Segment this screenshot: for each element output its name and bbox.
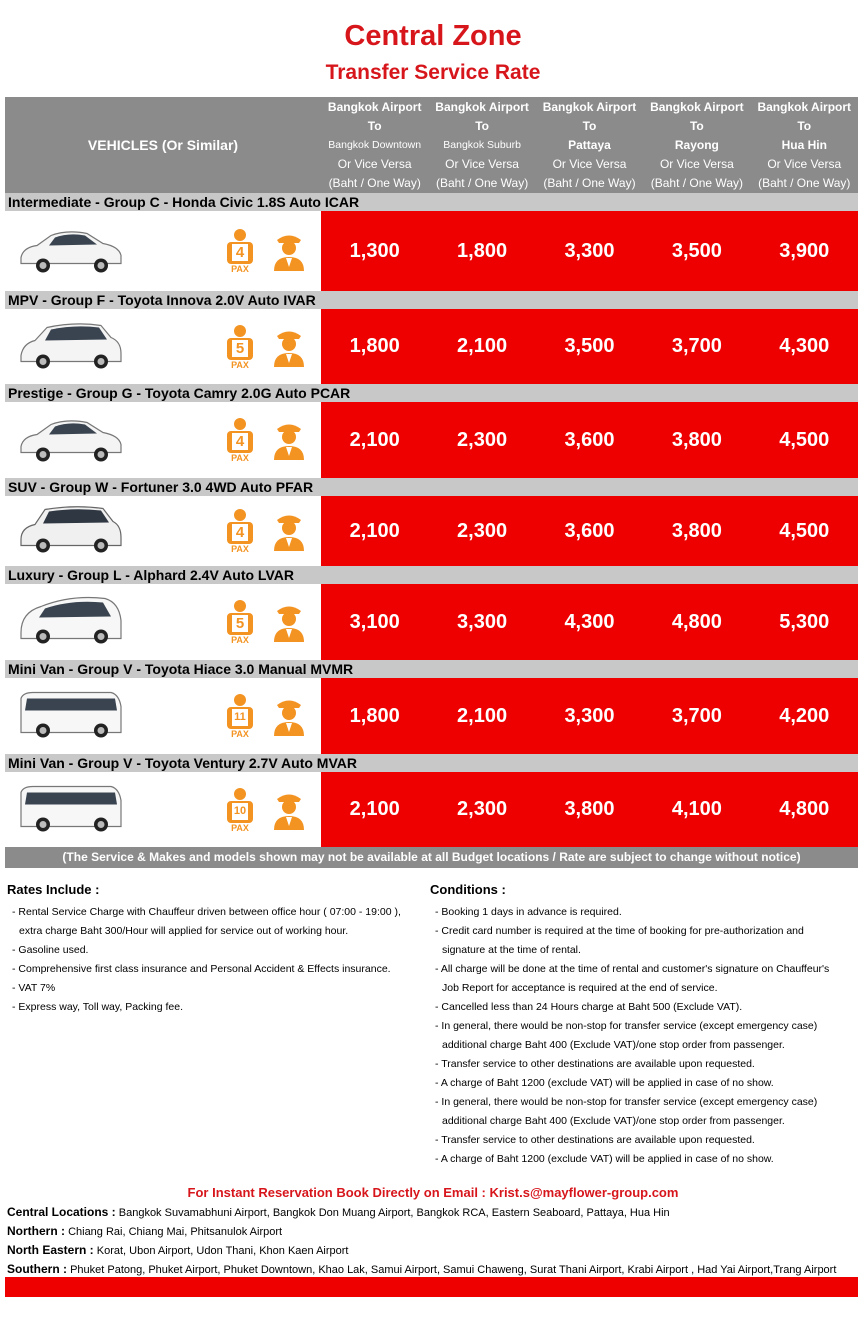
vehicle-cell <box>5 496 321 566</box>
passenger-count: 4 <box>235 524 245 541</box>
price-cell: 2,100 <box>321 496 428 566</box>
column-header-line1: Bangkok Airport <box>327 100 422 114</box>
column-header-line5: (Baht / One Way) <box>543 176 636 190</box>
table-row <box>5 309 858 384</box>
passenger-icon <box>223 417 257 463</box>
price-cell: 2,100 <box>321 772 428 847</box>
table-row <box>5 584 858 660</box>
chauffeur-icon <box>271 511 307 551</box>
vehicle-group-label: Prestige - Group G - Toyota Camry 2.0G Auto PCAR <box>5 384 858 402</box>
vehicle-group-label: Mini Van - Group V - Toyota Hiace 3.0 Manual MVMR <box>5 660 858 678</box>
table-row <box>5 678 858 754</box>
passenger-icon <box>223 599 257 645</box>
condition-item: Job Report for acceptance is required at the end of service. <box>442 982 718 994</box>
condition-item: - In general, there would be non-stop for transfer service (except emergency case) <box>435 1020 818 1032</box>
van-icon <box>15 778 127 841</box>
condition-item: - Credit card number is required at the time of booking for pre-authorization and <box>435 925 804 937</box>
passenger-count: 4 <box>235 433 245 450</box>
price-cell: 3,900 <box>751 211 858 291</box>
price-cell: 2,100 <box>428 678 535 754</box>
vehicle-group-label: MPV - Group F - Toyota Innova 2.0V Auto IVAR <box>5 291 858 309</box>
price-cell: 4,800 <box>751 772 858 847</box>
price-cell: 3,700 <box>643 678 750 754</box>
column-header-line4: Or Vice Versa <box>659 157 734 171</box>
column-header-line3: Bangkok Suburb <box>443 139 521 151</box>
pax-label: PAX <box>231 822 249 833</box>
column-header-line2: To <box>689 119 704 133</box>
price-cell: 4,800 <box>643 584 750 660</box>
passenger-icon <box>223 228 257 274</box>
rates-include-item: - Rental Service Charge with Chauffeur driven between office hour ( 07:00 - 19:00 ), <box>12 906 401 918</box>
rate-table <box>5 97 858 868</box>
location-region: North Eastern : <box>7 1243 94 1257</box>
price-cell: 3,100 <box>321 584 428 660</box>
rates-include-item: extra charge Baht 300/Hour will applied for service out of working hour. <box>19 925 349 937</box>
pax-label: PAX <box>231 359 249 370</box>
column-header-line5: (Baht / One Way) <box>328 176 421 190</box>
price-cell: 2,100 <box>321 402 428 478</box>
suv-icon <box>15 500 127 563</box>
pax-label: PAX <box>231 264 249 274</box>
table-row <box>5 496 858 566</box>
condition-item: - A charge of Baht 1200 (exclude VAT) will be applied in case of no show. <box>435 1153 774 1165</box>
column-header-line2: To <box>797 119 812 133</box>
sedan-icon <box>15 220 127 283</box>
passenger-count: 11 <box>234 711 246 723</box>
vehicle-cell <box>5 402 321 478</box>
price-cell: 2,300 <box>428 496 535 566</box>
location-region: Central Locations : <box>7 1205 116 1219</box>
column-header-line5: (Baht / One Way) <box>435 176 529 190</box>
price-cell: 5,300 <box>751 584 858 660</box>
price-cell: 3,600 <box>536 402 643 478</box>
price-cell: 4,300 <box>751 309 858 384</box>
conditions-title: Conditions : <box>430 882 506 897</box>
condition-item: additional charge Baht 400 (Exclude VAT)/one stop order from passenger. <box>442 1115 785 1127</box>
rates-include-item: - Express way, Toll way, Packing fee. <box>12 1001 183 1013</box>
price-cell: 4,300 <box>536 584 643 660</box>
price-cell: 1,300 <box>321 211 428 291</box>
table-row <box>5 772 858 847</box>
column-header-line4: Or Vice Versa <box>445 157 519 171</box>
table-row <box>5 402 858 478</box>
vehicle-group-label: Intermediate - Group C - Honda Civic 1.8S Auto ICAR <box>5 193 858 211</box>
chauffeur-icon <box>271 231 307 271</box>
price-cell: 3,600 <box>536 496 643 566</box>
location-list: Phuket Patong, Phuket Airport, Phuket Downtown, Khao Lak, Samui Airport, Samui Chaweng, Surat Thani Airport, Krabi Airport , Had Yai Airport,Trang Airport <box>70 1264 837 1276</box>
vehicle-group-label: Luxury - Group L - Alphard 2.4V Auto LVAR <box>5 566 858 584</box>
price-cell: 4,500 <box>751 496 858 566</box>
pax-label: PAX <box>231 544 249 554</box>
price-cell: 2,300 <box>428 402 535 478</box>
column-header-line2: To <box>582 119 597 133</box>
column-header <box>321 97 428 193</box>
location-line <box>7 1243 348 1257</box>
condition-item: - All charge will be done at the time of rental and customer's signature on Chauffeur's <box>435 963 830 975</box>
passenger-icon <box>223 324 257 370</box>
pax-label: PAX <box>231 635 249 645</box>
vehicle-cell <box>5 584 321 660</box>
conditions-section <box>430 882 850 1169</box>
price-cell: 1,800 <box>428 211 535 291</box>
price-cell: 3,800 <box>536 772 643 847</box>
column-header-line3: Hua Hin <box>781 138 827 152</box>
price-cell: 3,800 <box>643 496 750 566</box>
price-cell: 3,300 <box>536 678 643 754</box>
pax-label: PAX <box>231 729 249 739</box>
condition-item: - Transfer service to other destinations are available upon requested. <box>435 1058 755 1070</box>
rates-include-item: - VAT 7% <box>12 982 56 994</box>
column-header <box>428 97 535 193</box>
table-row <box>5 211 858 291</box>
column-header-line1: Bangkok Airport <box>542 100 637 114</box>
passenger-icon <box>223 508 257 554</box>
price-cell: 3,700 <box>643 309 750 384</box>
mpv-icon <box>15 315 127 378</box>
page-title: Central Zone <box>344 20 522 52</box>
rates-include-section <box>7 882 417 1017</box>
price-cell: 1,800 <box>321 678 428 754</box>
van-icon <box>15 685 127 748</box>
chauffeur-icon <box>271 696 307 736</box>
passenger-count: 5 <box>235 339 245 357</box>
location-line <box>7 1205 670 1219</box>
price-cell: 3,500 <box>643 211 750 291</box>
pax-label: PAX <box>231 453 249 463</box>
vehicle-cell <box>5 309 321 384</box>
column-header-line4: Or Vice Versa <box>337 157 412 171</box>
condition-item: - Booking 1 days in advance is required. <box>435 906 622 918</box>
passenger-icon <box>223 787 257 833</box>
condition-item: - Transfer service to other destinations are available upon requested. <box>435 1134 755 1146</box>
chauffeur-icon <box>271 420 307 460</box>
chauffeur-icon <box>271 602 307 642</box>
price-cell: 2,300 <box>428 772 535 847</box>
column-header-line1: Bangkok Airport <box>650 100 744 114</box>
vehicles-header: VEHICLES (Or Similar) <box>87 137 239 153</box>
bottom-red-bar <box>5 1277 858 1297</box>
column-header-line2: To <box>475 119 489 133</box>
location-list: Korat, Ubon Airport, Udon Thani, Khon Kaen Airport <box>96 1245 349 1257</box>
chauffeur-icon <box>271 327 307 367</box>
condition-item: signature at the time of rental. <box>442 944 581 956</box>
column-header-line4: Or Vice Versa <box>767 157 842 171</box>
table-footnote: (The Service & Makes and models shown may not be available at all Budget locations / Rate are subject to change without notice) <box>5 847 858 868</box>
location-list: Bangkok Suvamabhuni Airport, Bangkok Don Muang Airport, Bangkok RCA, Eastern Seaboard, Pattaya, Hua Hin <box>118 1207 670 1219</box>
vehicle-group-label: Mini Van - Group V - Toyota Ventury 2.7V Auto MVAR <box>5 754 858 772</box>
location-region: Northern : <box>7 1224 65 1238</box>
condition-item: - Cancelled less than 24 Hours charge at Baht 500 (Exclude VAT). <box>435 1001 743 1013</box>
table-header <box>5 97 858 193</box>
condition-item: additional charge Baht 400 (Exclude VAT)/one stop order from passenger. <box>442 1039 785 1051</box>
rates-include-item: - Comprehensive first class insurance and Personal Accident & Effects insurance. <box>12 963 391 975</box>
location-line <box>7 1262 836 1276</box>
reservation-email-line: For Instant Reservation Book Directly on Email : Krist.s@mayflower-group.com <box>187 1185 679 1200</box>
column-header <box>643 97 750 193</box>
rates-include-item: - Gasoline used. <box>12 944 89 956</box>
column-header-line1: Bangkok Airport <box>435 100 529 114</box>
vehicle-cell <box>5 772 321 847</box>
chauffeur-icon <box>271 790 307 830</box>
location-line <box>7 1224 282 1238</box>
location-list: Chiang Rai, Chiang Mai, Phitsanulok Airport <box>68 1226 283 1238</box>
price-cell: 3,800 <box>643 402 750 478</box>
price-cell: 4,200 <box>751 678 858 754</box>
price-cell: 4,500 <box>751 402 858 478</box>
price-cell: 3,500 <box>536 309 643 384</box>
price-cell: 4,100 <box>643 772 750 847</box>
passenger-count: 4 <box>235 244 245 261</box>
price-cell: 3,300 <box>536 211 643 291</box>
price-cell: 3,300 <box>428 584 535 660</box>
rates-include-title: Rates Include : <box>7 882 100 897</box>
page-subtitle: Transfer Service Rate <box>325 61 541 84</box>
column-header-line3: Bangkok Downtown <box>328 139 422 151</box>
column-header-line5: (Baht / One Way) <box>758 176 851 190</box>
column-header-line3: Rayong <box>674 138 719 152</box>
sedan-icon <box>15 409 127 472</box>
column-header-line2: To <box>367 119 382 133</box>
condition-item: - A charge of Baht 1200 (exclude VAT) will be applied in case of no show. <box>435 1077 774 1089</box>
vehicle-cell <box>5 211 321 291</box>
condition-item: - In general, there would be non-stop for transfer service (except emergency case) <box>435 1096 818 1108</box>
price-cell: 2,100 <box>428 309 535 384</box>
vehicle-group-label: SUV - Group W - Fortuner 3.0 4WD Auto PFAR <box>5 478 858 496</box>
price-cell: 1,800 <box>321 309 428 384</box>
column-header-line4: Or Vice Versa <box>552 157 627 171</box>
minivan-icon <box>15 591 127 654</box>
column-header <box>536 97 643 193</box>
column-header-line3: Pattaya <box>568 138 611 152</box>
passenger-count: 5 <box>235 615 245 632</box>
column-header-line5: (Baht / One Way) <box>650 176 743 190</box>
vehicle-cell <box>5 678 321 754</box>
column-header-line1: Bangkok Airport <box>757 100 852 114</box>
passenger-count: 10 <box>233 804 247 817</box>
column-header <box>751 97 858 193</box>
passenger-icon <box>223 693 257 739</box>
location-region: Southern : <box>7 1262 67 1276</box>
